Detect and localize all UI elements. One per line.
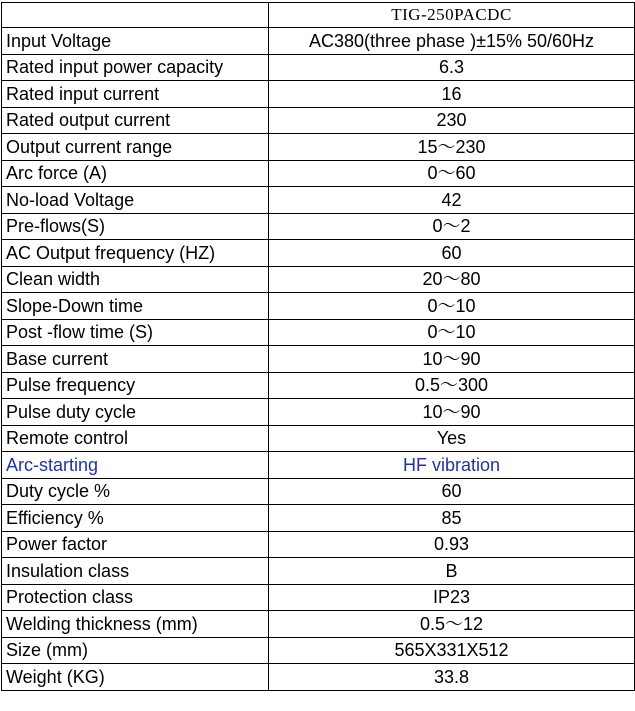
spec-value: 10～90 [269,346,635,373]
spec-value: 20～80 [269,266,635,293]
spec-label: Efficiency % [2,505,269,532]
table-row [2,240,635,267]
spec-value: 0～60 [269,160,635,187]
spec-label: Input Voltage [2,28,269,55]
spec-label: Power factor [2,531,269,558]
table-row [2,505,635,532]
table-row [2,425,635,452]
spec-value: AC380(three phase )±15% 50/60Hz [269,28,635,55]
spec-label: Arc force (A) [2,160,269,187]
spec-value: 85 [269,505,635,532]
spec-value: 0.5～12 [269,611,635,638]
table-row [2,531,635,558]
table-row [2,54,635,81]
spec-value: HF vibration [269,452,635,479]
spec-label: Duty cycle % [2,478,269,505]
spec-label: Pulse frequency [2,372,269,399]
spec-value: 60 [269,240,635,267]
spec-label: Arc-starting [2,452,269,479]
spec-label: Output current range [2,134,269,161]
spec-label: Post -flow time (S) [2,319,269,346]
spec-value: 565X331X512 [269,637,635,664]
table-row [2,81,635,108]
table-row [2,187,635,214]
spec-value: 42 [269,187,635,214]
header-label-cell [2,3,269,28]
model-name-cell: TIG-250PACDC [269,3,635,28]
spec-label: Size (mm) [2,637,269,664]
spec-label: Clean width [2,266,269,293]
spec-label: Protection class [2,584,269,611]
spec-value: 6.3 [269,54,635,81]
table-row [2,134,635,161]
spec-value: 60 [269,478,635,505]
table-row [2,584,635,611]
table-row [2,372,635,399]
spec-label: Base current [2,346,269,373]
spec-value: 15～230 [269,134,635,161]
table-row [2,319,635,346]
table-row [2,160,635,187]
table-row [2,478,635,505]
table-row [2,452,635,479]
spec-label: Welding thickness (mm) [2,611,269,638]
spec-value: IP23 [269,584,635,611]
spec-value: 10～90 [269,399,635,426]
spec-value: 0～10 [269,293,635,320]
spec-label: No-load Voltage [2,187,269,214]
table-row [2,28,635,55]
spec-label: Pulse duty cycle [2,399,269,426]
table-row [2,346,635,373]
spec-value: 16 [269,81,635,108]
table-row [2,266,635,293]
spec-value: 0～10 [269,319,635,346]
spec-value: 0～2 [269,213,635,240]
spec-value: Yes [269,425,635,452]
spec-label: Weight (KG) [2,664,269,691]
spec-value: 0.93 [269,531,635,558]
spec-value: 33.8 [269,664,635,691]
spec-label: Insulation class [2,558,269,585]
spec-table [1,2,635,691]
spec-label: Rated input power capacity [2,54,269,81]
spec-label: Rated input current [2,81,269,108]
table-row [2,107,635,134]
table-row [2,558,635,585]
table-row [2,611,635,638]
spec-label: Slope-Down time [2,293,269,320]
table-row [2,213,635,240]
spec-value: 230 [269,107,635,134]
spec-value: 0.5～300 [269,372,635,399]
spec-label: Rated output current [2,107,269,134]
spec-label: AC Output frequency (HZ) [2,240,269,267]
table-row [2,664,635,691]
spec-value: B [269,558,635,585]
table-row [2,637,635,664]
table-row [2,399,635,426]
spec-label: Pre-flows(S) [2,213,269,240]
table-row [2,293,635,320]
table-header-row [2,3,635,28]
spec-label: Remote control [2,425,269,452]
